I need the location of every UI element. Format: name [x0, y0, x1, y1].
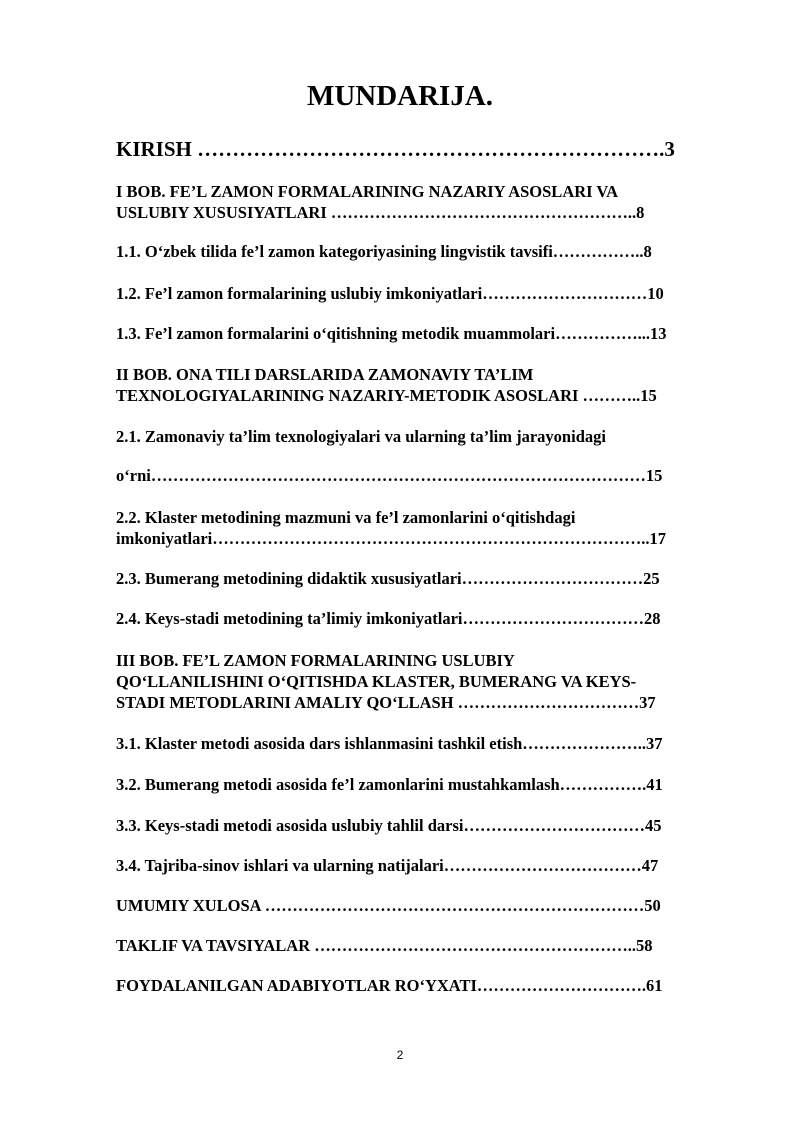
toc-line: 3.4. Tajriba-sinov ishlari va ularning natijalari………………………………47	[116, 856, 659, 875]
toc-line: 2.3. Bumerang metodining didaktik xususiyatlari……………………………25	[116, 569, 660, 588]
toc-entry-section-1-1	[116, 241, 652, 262]
toc-entry-chapter-1	[116, 181, 644, 223]
toc-line: 1.2. Fe’l zamon formalarining uslubiy imkoniyatlari…………………………10	[116, 284, 664, 303]
toc-entry-section-2-4	[116, 608, 661, 629]
toc-entry-general-conclusion	[116, 895, 661, 916]
toc-line: KIRISH ………………………………………………………….3	[116, 137, 675, 161]
toc-line: imkoniyatlari……………………………………………………………………..17	[116, 529, 667, 548]
toc-entry-section-3-4	[116, 855, 658, 876]
toc-entry-introduction	[116, 136, 675, 162]
toc-line: 1.3. Fe’l zamon formalarini o‘qitishning metodik muammolari……………...13	[116, 324, 667, 343]
toc-line: USLUBIY XUSUSIYATLARI ………………………………………………..8	[116, 203, 645, 222]
toc-entry-section-3-1	[116, 733, 663, 754]
page-title: MUNDARIJA.	[306, 80, 494, 112]
toc-entry-section-2-1-continued	[116, 465, 662, 486]
toc-line: I BOB. FE’L ZAMON FORMALARINING NAZARIY ASOSLARI VA	[116, 182, 619, 201]
toc-entry-section-2-2	[116, 507, 666, 549]
toc-line: TAKLIF VA TAVSIYALAR …………………………………………………..58	[116, 936, 653, 955]
toc-line: UMUMIY XULOSA ……………………………………………………………50	[116, 896, 661, 915]
toc-line: 3.3. Keys-stadi metodi asosida uslubiy tahlil darsi……………………………45	[116, 816, 662, 835]
toc-entry-section-2-1	[116, 426, 606, 447]
page-number: 2	[396, 1048, 404, 1062]
toc-entry-section-1-2	[116, 283, 664, 304]
toc-entry-recommendations	[116, 935, 652, 956]
toc-line: STADI METODLARINI AMALIY QO‘LLASH ……………………………37	[116, 693, 656, 712]
toc-entry-references	[116, 975, 663, 996]
toc-entry-chapter-2	[116, 364, 657, 406]
toc-line: FOYDALANILGAN ADABIYOTLAR RO‘YXATI………………………….61	[116, 976, 663, 995]
toc-line: II BOB. ONA TILI DARSLARIDA ZAMONAVIY TA’LIM	[116, 365, 534, 384]
toc-line: TEXNOLOGIYALARINING NAZARIY-METODIK ASOSLARI ………..15	[116, 386, 657, 405]
toc-line: 1.1. O‘zbek tilida fe’l zamon kategoriyasining lingvistik tavsifi……………..8	[116, 242, 652, 261]
toc-entry-section-1-3	[116, 323, 666, 344]
toc-entry-section-3-2	[116, 774, 663, 795]
toc-entry-section-2-3	[116, 568, 660, 589]
toc-line: 2.2. Klaster metodining mazmuni va fe’l zamonlarini o‘qitishdagi	[116, 508, 576, 527]
toc-line: QO‘LLANILISHINI O‘QITISHDA KLASTER, BUMERANG VA KEYS-	[116, 672, 637, 691]
toc-line: 2.4. Keys-stadi metodining ta’limiy imkoniyatlari……………………………28	[116, 609, 661, 628]
toc-entry-chapter-3	[116, 650, 656, 713]
toc-line: 2.1. Zamonaviy ta’lim texnologiyalari va ularning ta’lim jarayonidagi	[116, 427, 606, 446]
toc-line: 3.1. Klaster metodi asosida dars ishlanmasini tashkil etish…………………..37	[116, 734, 663, 753]
toc-entry-section-3-3	[116, 815, 661, 836]
toc-line: 3.2. Bumerang metodi asosida fe’l zamonlarini mustahkamlash…………….41	[116, 775, 663, 794]
toc-line: III BOB. FE’L ZAMON FORMALARINING USLUBIY	[116, 651, 515, 670]
toc-line: o‘rni………………………………………………………………………………15	[116, 466, 663, 485]
